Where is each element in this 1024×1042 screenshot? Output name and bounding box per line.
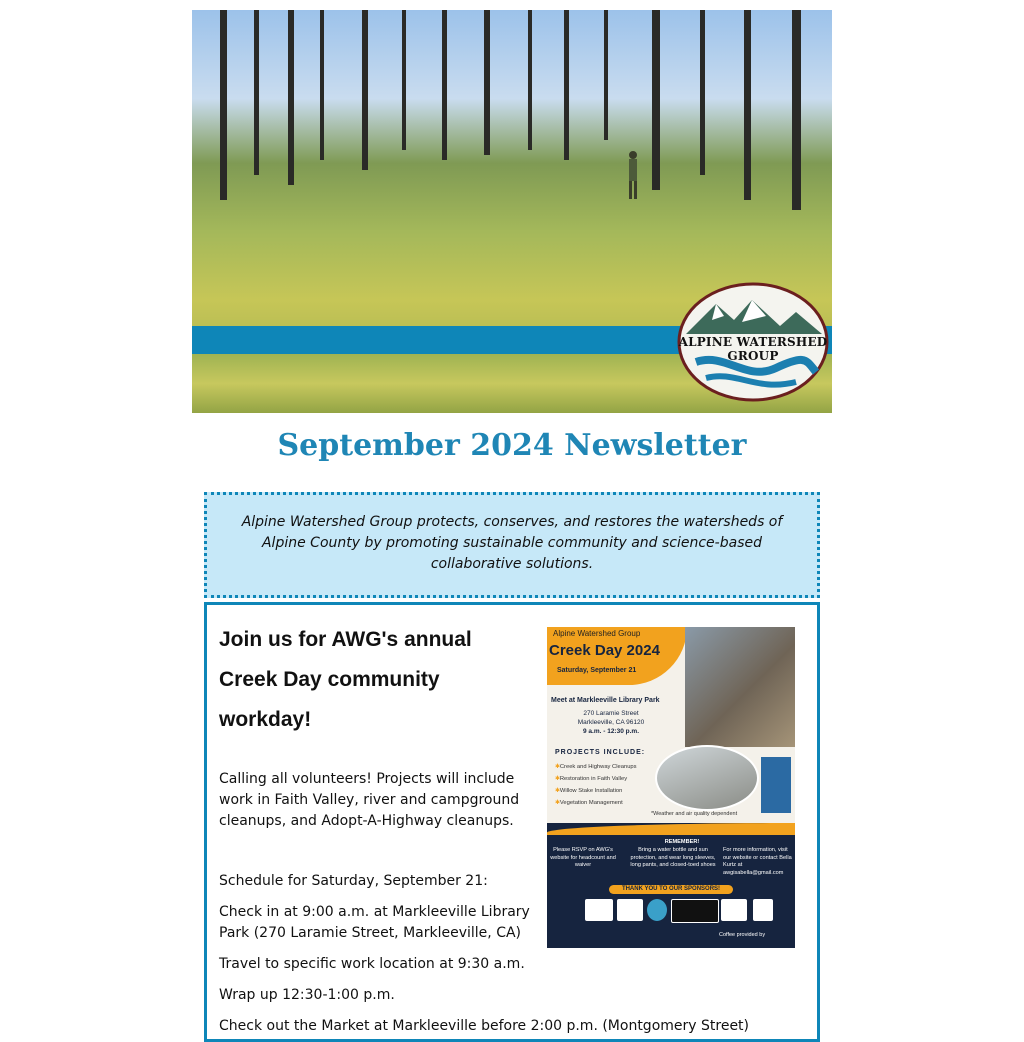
alpine-watershed-logo: ALPINE WATERSHED GROUP bbox=[676, 282, 830, 402]
flyer-remember-heading: REMEMBER! bbox=[664, 839, 700, 845]
article-heading: Join us for AWG's annual Creek Day community workday! bbox=[219, 628, 472, 731]
schedule-label: Schedule for Saturday, September 21: bbox=[219, 873, 488, 889]
flyer-address: 270 Laramie Street Markleeville, CA 96120 9 a.m. - 12:30 p.m. bbox=[577, 710, 645, 735]
creek-day-article bbox=[204, 602, 820, 1042]
flyer-date: Saturday, September 21 bbox=[557, 667, 637, 674]
mission-statement: Alpine Watershed Group protects, conserves, and restores the watersheds of Alpine County by promoting sustainable community and science-based collaborative solutions. bbox=[204, 492, 820, 598]
sponsor-logo bbox=[671, 899, 719, 923]
flyer-sponsors: THANK YOU TO OUR SPONSORS! bbox=[609, 885, 733, 894]
sponsor-logo bbox=[647, 899, 667, 921]
schedule-travel: Travel to specific work location at 9:30 a.m. bbox=[219, 956, 525, 972]
flyer-weather-note: *Weather and air quality dependent bbox=[651, 811, 738, 817]
flyer-project-item: ✱ Willow Stake Installation bbox=[555, 788, 622, 794]
sponsor-logo bbox=[585, 899, 613, 921]
schedule-wrap: Wrap up 12:30-1:00 p.m. bbox=[219, 987, 395, 1003]
volunteers-photo bbox=[685, 627, 795, 747]
flyer-org: Alpine Watershed Group bbox=[553, 629, 641, 638]
article-intro: Calling all volunteers! Projects will include work in Faith Valley, river and campground cleanups, and Adopt-A-Highway cleanups. bbox=[219, 771, 520, 829]
sponsor-badges bbox=[761, 757, 791, 813]
flyer-coffee: Coffee provided by bbox=[719, 932, 766, 938]
sponsor-logo bbox=[721, 899, 747, 921]
flyer-project-item: ✱ Vegetation Management bbox=[555, 800, 623, 806]
sponsor-logo bbox=[753, 899, 773, 921]
flyer-info: For more information, visit our website or contact Bella Kurtz at awgisabella@gmail.com bbox=[723, 847, 792, 876]
hiker-figure bbox=[626, 150, 640, 200]
schedule-checkin: Check in at 9:00 a.m. at Markleeville Library Park (270 Laramie Street, Markleeville, CA) bbox=[219, 904, 530, 941]
flyer-remember: Bring a water bottle and sun protection, and wear long sleeves, long pants, and closed-toed shoes bbox=[630, 847, 716, 868]
flyer-meet: Meet at Markleeville Library Park bbox=[551, 697, 660, 704]
flyer-rsvp: Please RSVP on AWG's website for headcount and waiver bbox=[550, 847, 616, 868]
flyer-title: Creek Day 2024 bbox=[549, 642, 660, 659]
hero-image bbox=[192, 10, 832, 413]
flyer-project-item: ✱ Restoration in Faith Valley bbox=[555, 776, 627, 782]
flyer-project-item: ✱ Creek and Highway Cleanups bbox=[555, 764, 637, 770]
schedule-market: Check out the Market at Markleeville before 2:00 p.m. (Montgomery Street) bbox=[219, 1018, 750, 1034]
creek-day-flyer[interactable] bbox=[547, 627, 795, 948]
newsletter-title: September 2024 Newsletter bbox=[277, 428, 747, 463]
flyer-projects-heading: PROJECTS INCLUDE: bbox=[555, 749, 646, 756]
sponsor-logo bbox=[617, 899, 643, 921]
group-photo bbox=[655, 745, 759, 811]
